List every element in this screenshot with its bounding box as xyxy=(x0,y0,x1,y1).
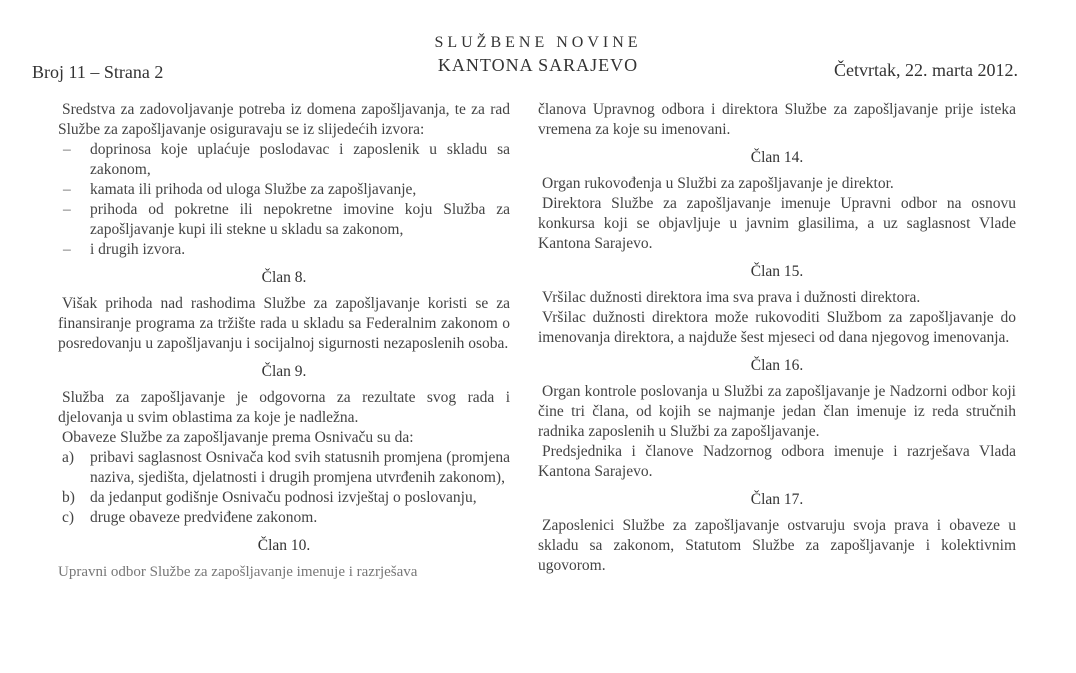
article-17-text: Zaposlenici Službe za zapošljavanje ostvaruju svoja prava i obaveze u skladu sa zakonom, Statutom Službe za zapošljavanje i kolektivnim ugovorom. xyxy=(538,517,1016,574)
list-item: – i drugih izvora. xyxy=(58,240,510,260)
issue-date: Četvrtak, 22. marta 2012. xyxy=(834,60,1018,80)
list-item xyxy=(58,448,510,488)
continued-text: članova Upravnog odbora i direktora Službe za zapošljavanje prije isteka vremena za koje su imenovani. xyxy=(538,101,1016,138)
list-item xyxy=(58,488,510,508)
obligations-list xyxy=(58,448,510,528)
article-15-text-2: Vršilac dužnosti direktora može rukovoditi Službom za zapošljavanje do imenovanja direktora, a najduže šest mjeseci od dana njegovog imenovanja. xyxy=(538,309,1016,346)
left-column xyxy=(58,100,510,580)
article-9-text: Služba za zapošljavanje je odgovorna za rezultate svog rada i djelovanja u svim oblastima za koje je nadležna. xyxy=(58,389,510,426)
article-10-heading: Član 10. xyxy=(257,537,311,554)
page-number-label: Broj 11 – Strana 2 xyxy=(32,62,164,82)
list-item-text: da jedanput godišnje Osnivaču podnosi izvještaj o poslovanju, xyxy=(90,489,477,506)
article-8-heading: Član 8. xyxy=(261,269,307,286)
article-14-text-1: Organ rukovođenja u Službi za zapošljavanje je direktor. xyxy=(542,175,894,192)
right-column xyxy=(538,100,1016,576)
list-item: – prihoda od pokretne ili nepokretne imovine koju Služba za zapošljavanje kupi ili stekne u skladu sa zakonom, xyxy=(58,200,510,240)
list-item-text: pribavi saglasnost Osnivača kod svih statusnih promjena (promjena naziva, sjedišta, djelatnosti i drugih promjena utvrđenih zakonom), xyxy=(90,449,510,486)
article-8-text: Višak prihoda nad rashodima Službe za zapošljavanje koristi se za finansiranje programa za tržište rada u skladu sa Federalnim zakonom o posredovanju u zapošljavanju i socijalnoj sigurnosti nezaposlenih osoba. xyxy=(58,295,510,352)
article-14-text-2: Direktora Službe za zapošljavanje imenuje Upravni odbor na osnovu konkursa koji se objavljuje u javnim glasilima, a uz saglasnost Vlade Kantona Sarajevo. xyxy=(538,195,1016,252)
list-item: – doprinosa koje uplaćuje poslodavac i zaposlenik u skladu sa zakonom, xyxy=(58,140,510,180)
masthead-subtitle: KANTONA SARAJEVO xyxy=(437,55,639,75)
article-10-cut-text: Upravni odbor Službe za zapošljavanje imenuje i razrješava xyxy=(58,564,418,580)
article-9-obligations-intro: Obaveze Službe za zapošljavanje prema Osnivaču su da: xyxy=(62,429,414,446)
article-17-heading: Član 17. xyxy=(750,491,804,508)
article-9-heading: Član 9. xyxy=(261,363,307,380)
article-16-heading: Član 16. xyxy=(750,357,804,374)
article-15-text-1: Vršilac dužnosti direktora ima sva prava i dužnosti direktora. xyxy=(542,289,921,306)
list-marker: b) xyxy=(62,489,75,506)
article-16-text-2: Predsjednika i članove Nadzornog odbora imenuje i razrješava Vlada Kantona Sarajevo. xyxy=(538,443,1016,480)
list-item xyxy=(58,508,510,528)
list-marker: c) xyxy=(62,509,75,526)
article-14-heading: Član 14. xyxy=(750,149,804,166)
article-16-text-1: Organ kontrole poslovanja u Službi za zapošljavanje je Nadzorni odbor koji čine tri člana, od kojih se najmanje jedan član imenuje iz reda stručnih radnika zaposlenih u Službi za zapošljavanje. xyxy=(538,383,1016,440)
article-15-heading: Član 15. xyxy=(750,263,804,280)
masthead-title: SLUŽBENE NOVINE xyxy=(434,34,642,51)
list-item: – kamata ili prihoda od uloga Službe za zapošljavanje, xyxy=(58,180,510,200)
funding-sources-list xyxy=(58,140,510,260)
list-item-text: druge obaveze predviđene zakonom. xyxy=(90,509,318,526)
list-marker: a) xyxy=(62,449,75,466)
funding-intro: Sredstva za zadovoljavanje potreba iz domena zapošljavanja, te za rad Službe za zapošljavanje osiguravaju se iz slijedećih izvora: xyxy=(58,101,510,138)
